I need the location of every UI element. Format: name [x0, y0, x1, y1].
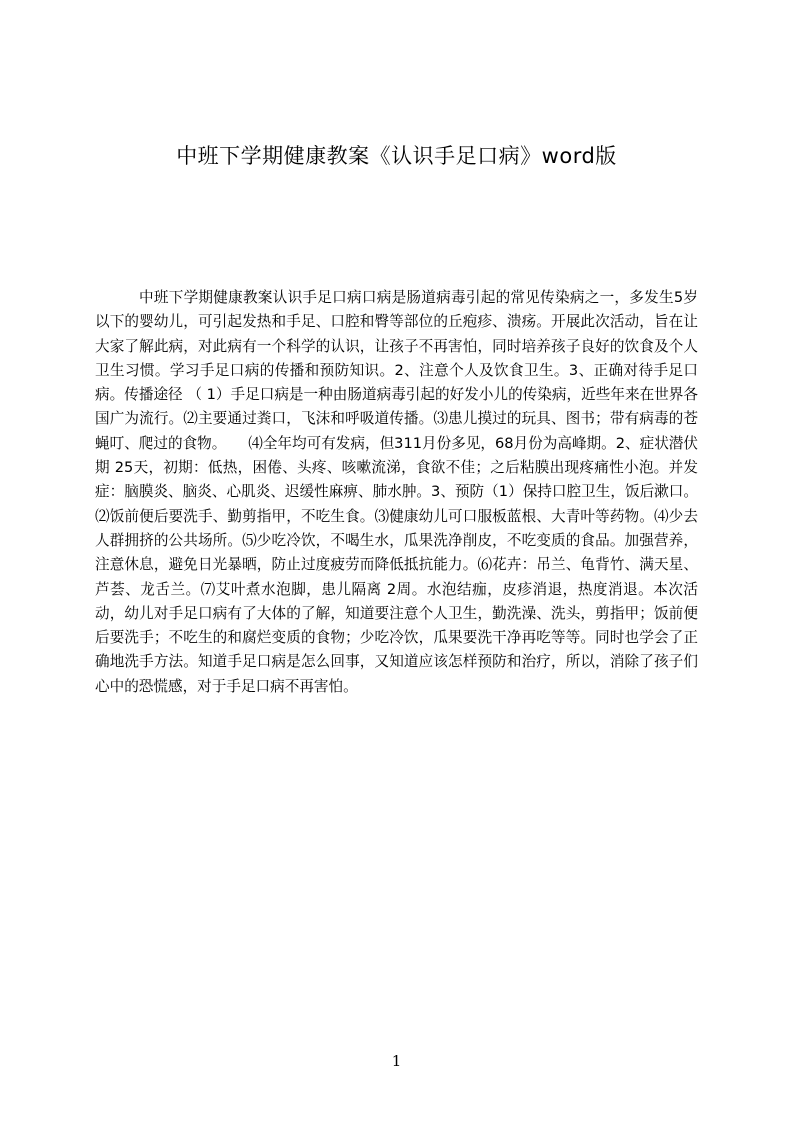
page-number: 1 [391, 1052, 402, 1070]
document-title: 中班下学期健康教案《认识手足口病》word版 [176, 144, 617, 168]
body-paragraph: 中班下学期健康教案认识手足口病口病是肠道病毒引起的常见传染病之一，多发生5岁以下的婴幼儿，可引起发热和手足、口腔和臀等部位的丘疱疹、溃疡。开展此次活动，旨在让大家了解此病，对此病有一个科学的认识，让孩子不再害怕，同时培养孩子良好的饮食及个人卫生习惯。学习手足口病的传播和预防知识。2、注意个人及饮食卫生。3、正确对待手足口病。传播途径 （ 1）手足口病是一种由肠道病毒引起的好发小儿的传染病，近些年来在世界各国广为流行。⑵主要通过粪口，飞沫和呼吸道传播。⑶患儿摸过的玩具、图书；带有病毒的苍蝇叮、爬过的食物。 ⑷全年均可有发病，但311月份多见，68月份为高峰期。2、症状潜伏期 25天，初期：低热，困倦、头疼、咳嗽流涕，食欲不佳；之后粘膜出现疼痛性小泡。并发症：脑膜炎、脑炎、心肌炎、迟缓性麻痹、肺水肿。3、预防（1）保持口腔卫生，饭后漱口。⑵饭前便后要洗手、勤剪指甲，不吃生食。⑶健康幼儿可口服板蓝根、大青叶等药物。⑷少去人群拥挤的公共场所。⑸少吃冷饮，不喝生水，瓜果洗净削皮，不吃变质的食品。加强营养，注意休息，避免日光暴晒，防止过度疲劳而降低抵抗能力。⑹花卉：吊兰、龟背竹、满天星、芦荟、龙舌兰。⑺艾叶煮水泡脚，患儿隔离 2周。水泡结痂，皮疹消退，热度消退。本次活动，幼儿对手足口病有了大体的了解，知道要注意个人卫生，勤洗澡、洗头，剪指甲；饭前便后要洗手；不吃生的和腐烂变质的食物；少吃冷饮，瓜果要洗干净再吃等等。同时也学会了正确地洗手方法。知道手足口病是怎么回事，又知道应该怎样预防和治疗，所以，消除了孩子们心中的恐慌感，对于手足口病不再害怕。 [95, 289, 698, 695]
document-body [95, 286, 698, 699]
